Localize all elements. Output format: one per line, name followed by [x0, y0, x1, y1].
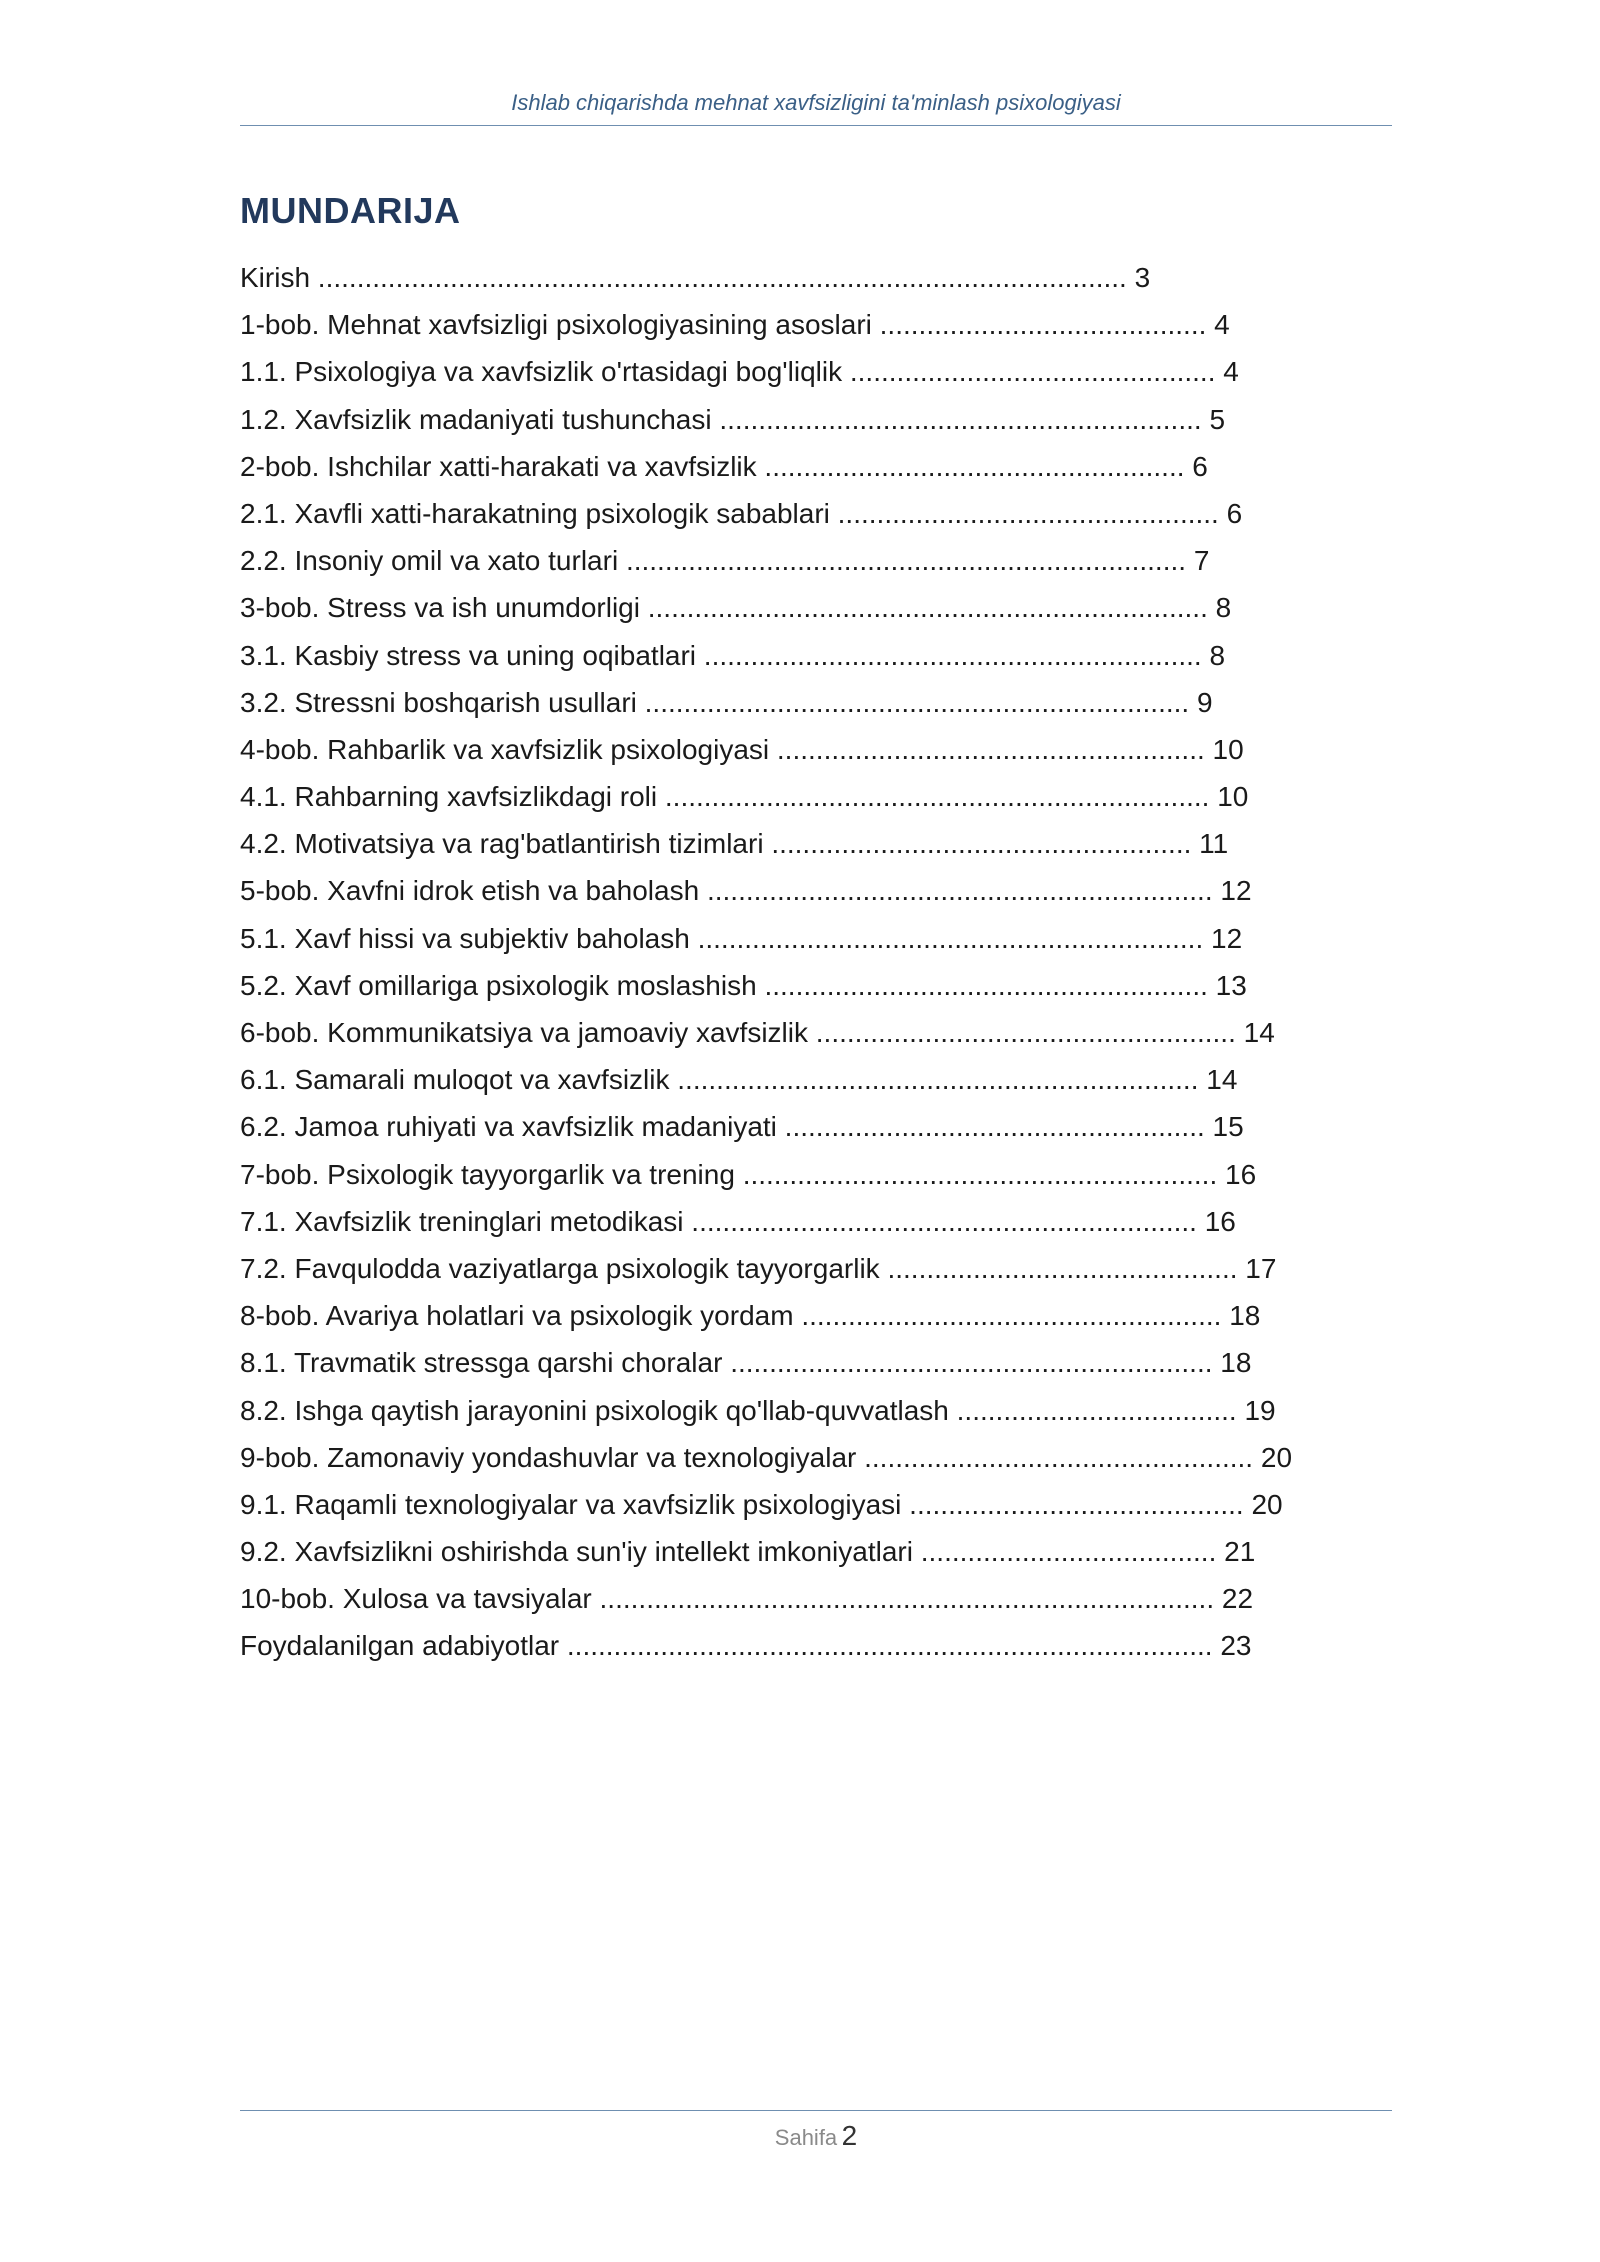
toc-entry-chapter-10[interactable]: 10-bob. Xulosa va tavsiyalar ............................................................................... 22 [240, 1583, 1254, 1615]
toc-entry-3-2[interactable]: 3.2. Stressni boshqarish usullari ...................................................................... 9 [240, 686, 1213, 718]
toc-entry-4-1[interactable]: 4.1. Rahbarning xavfsizlikdagi roli ...................................................................... 10 [240, 781, 1249, 813]
toc-entry-chapter-2[interactable]: 2-bob. Ishchilar xatti-harakati va xavfsizlik ...................................................... 6 [240, 450, 1208, 482]
toc-entry-references[interactable]: Foydalanilgan adabiyotlar ................................................................................... 23 [240, 1630, 1252, 1662]
toc-title: MUNDARIJA [240, 190, 461, 231]
toc-entry-1-2[interactable]: 1.2. Xavfsizlik madaniyati tushunchasi .............................................................. 5 [240, 403, 1226, 435]
toc-entry-chapter-9[interactable]: 9-bob. Zamonaviy yondashuvlar va texnologiyalar .................................................. 20 [240, 1441, 1293, 1473]
toc-entry-8-1[interactable]: 8.1. Travmatik stressga qarshi choralar .............................................................. 18 [240, 1347, 1252, 1379]
page-number: 2 [841, 2120, 858, 2151]
table-of-contents [240, 260, 1392, 1676]
toc-entry-chapter-8[interactable]: 8-bob. Avariya holatlari va psixologik yordam ...................................................... 18 [240, 1300, 1261, 1332]
toc-entry-7-2[interactable]: 7.2. Favqulodda vaziyatlarga psixologik tayyorgarlik ............................................. 17 [240, 1252, 1277, 1284]
toc-entry-9-1[interactable]: 9.1. Raqamli texnologiyalar va xavfsizlik psixologiyasi ........................................... 20 [240, 1488, 1283, 1520]
running-header: Ishlab chiqarishda mehnat xavfsizligini ta'minlash psixologiyasi [511, 90, 1121, 115]
toc-entry-chapter-7[interactable]: 7-bob. Psixologik tayyorgarlik va trening ............................................................. 16 [240, 1158, 1257, 1190]
toc-entry-5-1[interactable]: 5.1. Xavf hissi va subjektiv baholash ................................................................. 12 [240, 922, 1243, 954]
header-divider [240, 125, 1392, 126]
toc-entry-9-2[interactable]: 9.2. Xavfsizlikni oshirishda sun'iy intellekt imkoniyatlari ...................................... 21 [240, 1536, 1256, 1568]
footer-divider [240, 2110, 1392, 2111]
toc-entry-chapter-3[interactable]: 3-bob. Stress va ish unumdorligi ........................................................................ 8 [240, 592, 1232, 624]
toc-entry-5-2[interactable]: 5.2. Xavf omillariga psixologik moslashish ......................................................... 13 [240, 969, 1247, 1001]
toc-entry-8-2[interactable]: 8.2. Ishga qaytish jarayonini psixologik qo'llab-quvvatlash .................................... 19 [240, 1394, 1276, 1426]
toc-entry-chapter-5[interactable]: 5-bob. Xavfni idrok etish va baholash ................................................................. 12 [240, 875, 1252, 907]
toc-entry-2-2[interactable]: 2.2. Insoniy omil va xato turlari ........................................................................ 7 [240, 545, 1210, 577]
toc-entry-kirish[interactable]: Kirish ........................................................................................................ 3 [240, 262, 1151, 293]
page-label: Sahifa [774, 2125, 838, 2150]
toc-entry-1-1[interactable]: 1.1. Psixologiya va xavfsizlik o'rtasidagi bog'liqlik ............................................... 4 [240, 356, 1239, 388]
toc-entry-6-2[interactable]: 6.2. Jamoa ruhiyati va xavfsizlik madaniyati ...................................................... 15 [240, 1111, 1244, 1143]
toc-entry-3-1[interactable]: 3.1. Kasbiy stress va uning oqibatlari ................................................................ 8 [240, 639, 1226, 671]
toc-entry-chapter-6[interactable]: 6-bob. Kommunikatsiya va jamoaviy xavfsizlik ...................................................... 14 [240, 1017, 1275, 1048]
toc-entry-7-1[interactable]: 7.1. Xavfsizlik treninglari metodikasi ................................................................. 16 [240, 1205, 1236, 1237]
toc-entry-4-2[interactable]: 4.2. Motivatsiya va rag'batlantirish tizimlari ...................................................... 11 [240, 828, 1229, 860]
page-footer [240, 2120, 1392, 2152]
toc-entry-chapter-1[interactable]: 1-bob. Mehnat xavfsizligi psixologiyasining asoslari .......................................... 4 [240, 309, 1230, 341]
toc-entry-2-1[interactable]: 2.1. Xavfli xatti-harakatning psixologik sabablari ................................................. 6 [240, 497, 1243, 529]
toc-entry-chapter-4[interactable]: 4-bob. Rahbarlik va xavfsizlik psixologiyasi ....................................................... 10 [240, 733, 1244, 765]
toc-entry-6-1[interactable]: 6.1. Samarali muloqot va xavfsizlik ................................................................... 14 [240, 1064, 1238, 1096]
